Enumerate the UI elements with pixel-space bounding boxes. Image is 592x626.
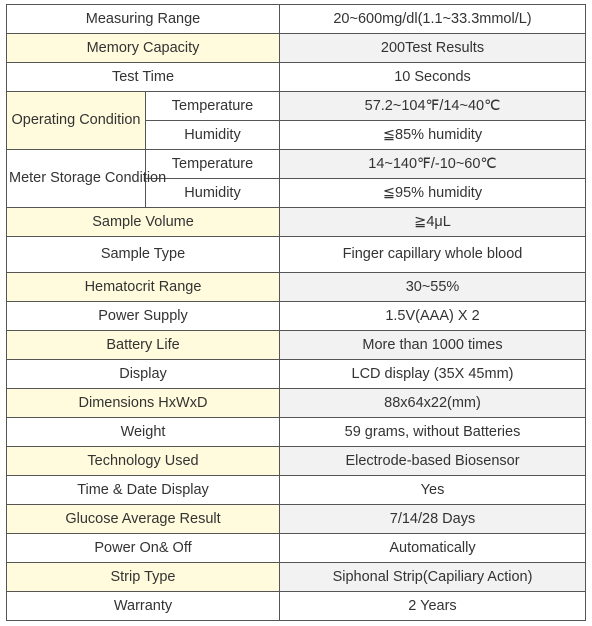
row-label: Strip Type	[7, 563, 280, 592]
row-value: ≦95% humidity	[280, 179, 586, 208]
table-row	[7, 5, 586, 34]
table-row	[7, 273, 586, 302]
row-sublabel: Humidity	[146, 179, 280, 208]
row-label: Hematocrit Range	[7, 273, 280, 302]
row-value: 2 Years	[280, 592, 586, 621]
row-value: 59 grams, without Batteries	[280, 418, 586, 447]
row-label: Sample Type	[7, 237, 280, 273]
row-value: More than 1000 times	[280, 331, 586, 360]
row-label: Time & Date Display	[7, 476, 280, 505]
row-value: 14~140℉/-10~60℃	[280, 150, 586, 179]
table-row	[7, 505, 586, 534]
table-row	[7, 563, 586, 592]
table-row	[7, 389, 586, 418]
meter-storage-condition-label: Meter Storage Condition	[7, 150, 146, 208]
row-label: Warranty	[7, 592, 280, 621]
table-row	[7, 34, 586, 63]
row-sublabel: Humidity	[146, 121, 280, 150]
row-value: Yes	[280, 476, 586, 505]
row-label: Dimensions HxWxD	[7, 389, 280, 418]
specifications-table	[6, 4, 586, 621]
row-value: LCD display (35X 45mm)	[280, 360, 586, 389]
row-label: Sample Volume	[7, 208, 280, 237]
table-row	[7, 237, 586, 273]
table-row	[7, 208, 586, 237]
row-label: Battery Life	[7, 331, 280, 360]
row-label: Measuring Range	[7, 5, 280, 34]
row-value: Electrode-based Biosensor	[280, 447, 586, 476]
table-row	[7, 476, 586, 505]
row-value: 1.5V(AAA) X 2	[280, 302, 586, 331]
row-sublabel: Temperature	[146, 92, 280, 121]
table-row	[7, 534, 586, 563]
operating-condition-label: Operating Condition	[7, 92, 146, 150]
row-value: 88x64x22(mm)	[280, 389, 586, 418]
row-value: ≧4μL	[280, 208, 586, 237]
row-value: 30~55%	[280, 273, 586, 302]
row-label: Weight	[7, 418, 280, 447]
table-row	[7, 447, 586, 476]
spec-table-wrapper	[6, 4, 586, 621]
row-value: ≦85% humidity	[280, 121, 586, 150]
row-label: Glucose Average Result	[7, 505, 280, 534]
row-label: Power On& Off	[7, 534, 280, 563]
row-label: Memory Capacity	[7, 34, 280, 63]
row-value: Siphonal Strip(Capiliary Action)	[280, 563, 586, 592]
row-label: Display	[7, 360, 280, 389]
row-value: 10 Seconds	[280, 63, 586, 92]
row-label: Test Time	[7, 63, 280, 92]
table-row	[7, 418, 586, 447]
row-value: Finger capillary whole blood	[280, 237, 586, 273]
row-value: Automatically	[280, 534, 586, 563]
row-value: 20~600mg/dl(1.1~33.3mmol/L)	[280, 5, 586, 34]
table-row	[7, 360, 586, 389]
row-value: 200Test Results	[280, 34, 586, 63]
table-row	[7, 63, 586, 92]
table-row	[7, 150, 586, 179]
table-row	[7, 302, 586, 331]
row-label: Power Supply	[7, 302, 280, 331]
table-row	[7, 592, 586, 621]
row-value: 7/14/28 Days	[280, 505, 586, 534]
table-row	[7, 331, 586, 360]
row-label: Technology Used	[7, 447, 280, 476]
row-sublabel: Temperature	[146, 150, 280, 179]
table-row	[7, 92, 586, 121]
row-value: 57.2~104℉/14~40℃	[280, 92, 586, 121]
